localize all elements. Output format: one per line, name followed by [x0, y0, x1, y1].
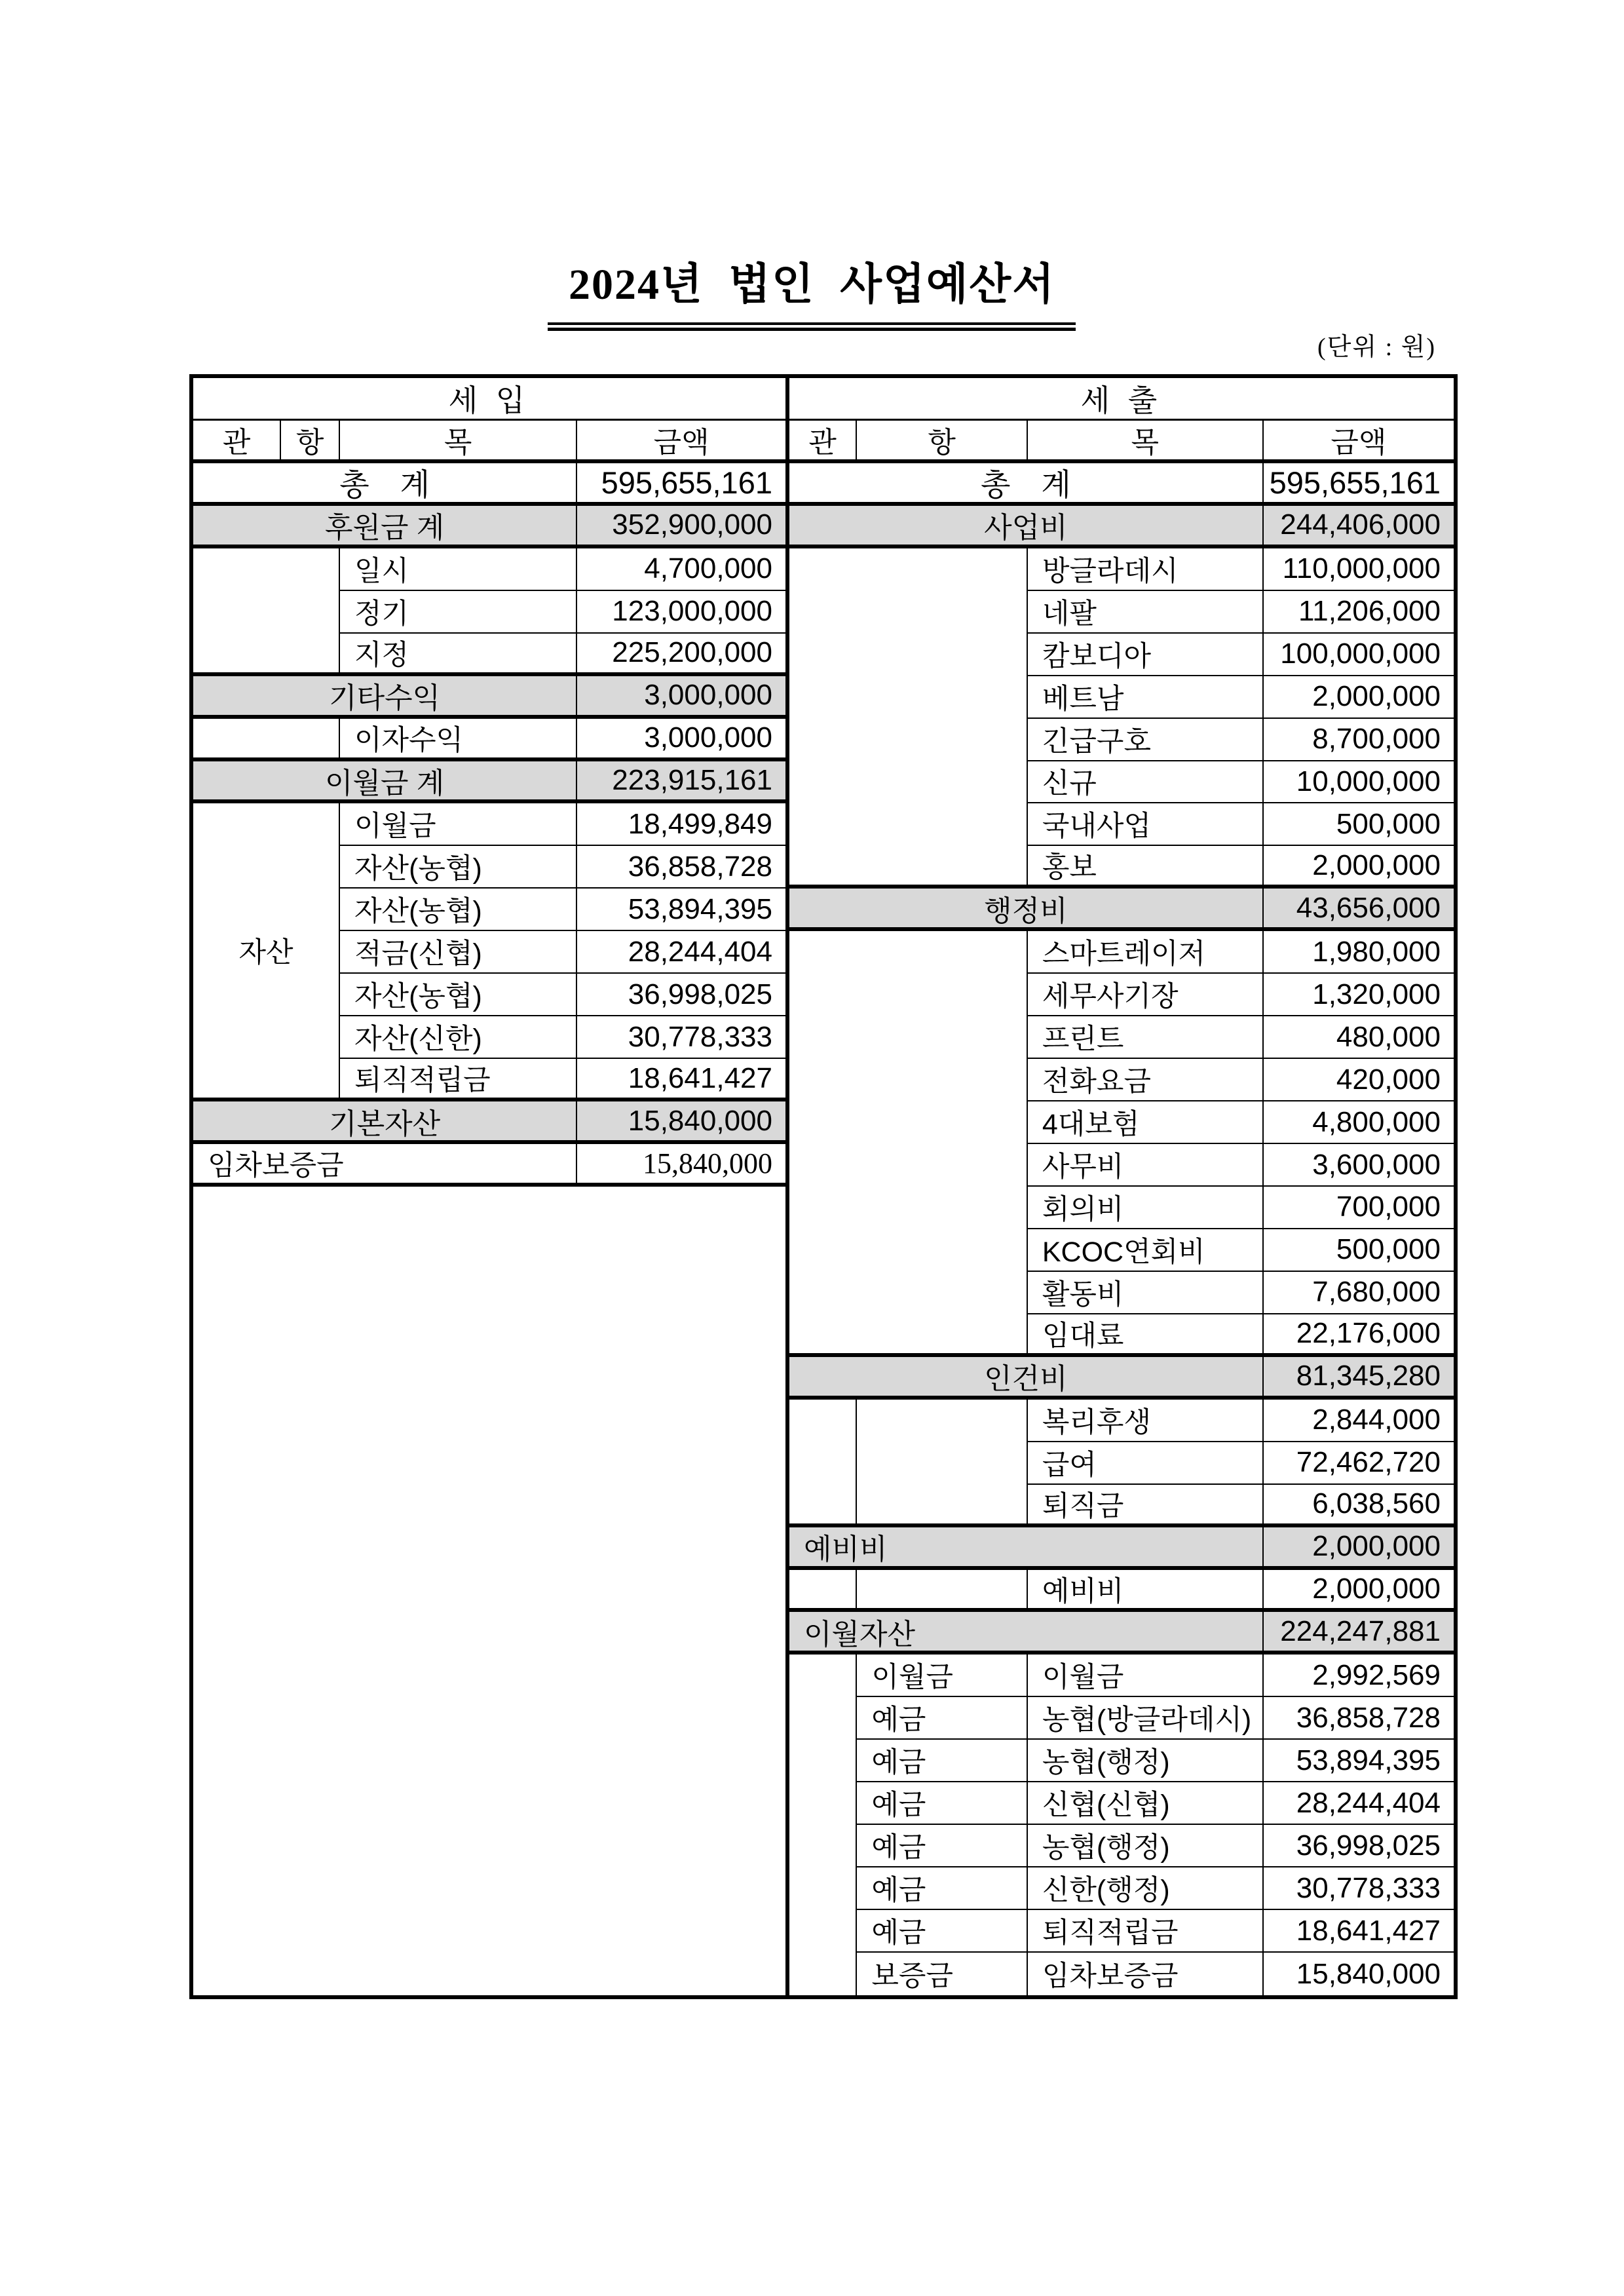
title-underline	[548, 322, 1076, 331]
item-amount: 4,800,000	[1264, 1101, 1454, 1144]
empty-cell	[857, 1400, 1027, 1527]
section-amount: 224,247,881	[1264, 1612, 1454, 1655]
section-label: 사업비	[789, 506, 1264, 548]
item-label: 세무사기장	[1028, 974, 1264, 1016]
empty-cell	[789, 1400, 857, 1527]
item-amount: 11,206,000	[1264, 591, 1454, 634]
item-amount: 1,320,000	[1264, 974, 1454, 1016]
item-amount: 15,840,000	[1296, 1957, 1441, 1990]
column-header: 항	[281, 421, 340, 463]
section-label: 예비비	[789, 1527, 1264, 1570]
item-label: 예비비	[1028, 1570, 1264, 1613]
item-label: 긴급구호	[1028, 719, 1264, 761]
item-label: 농협(방글라데시)	[1028, 1697, 1264, 1740]
item-label: 방글라데시	[1028, 548, 1264, 591]
item-amount: 28,244,404	[1264, 1782, 1454, 1825]
total-amount: 595,655,161	[1264, 463, 1454, 506]
item-label: 캄보디아	[1028, 634, 1264, 676]
item-amount: 2,000,000	[1264, 846, 1454, 889]
expense-table	[789, 378, 1454, 1995]
item-label: 퇴직적립금	[340, 1059, 577, 1101]
item-label: 베트남	[1028, 676, 1264, 719]
hang-label: 보증금	[857, 1953, 1027, 1995]
item-amount: 2,844,000	[1264, 1400, 1454, 1442]
section-label: 기타수익	[193, 676, 577, 719]
column-header: 금액	[1264, 421, 1454, 463]
income-table	[193, 378, 789, 1995]
empty-cell	[193, 548, 340, 676]
item-amount: 6,038,560	[1264, 1485, 1454, 1527]
item-amount: 3,600,000	[1264, 1144, 1454, 1187]
hang-label: 예금	[857, 1697, 1027, 1740]
item-amount: 10,000,000	[1264, 761, 1454, 804]
item-amount: 100,000,000	[1264, 634, 1454, 676]
item-amount: 420,000	[1264, 1059, 1454, 1101]
item-label: 퇴직금	[1028, 1485, 1264, 1527]
item-amount: 500,000	[1264, 803, 1454, 846]
empty-cell	[789, 931, 1028, 1356]
section-label: 인건비	[789, 1357, 1264, 1400]
empty-cell	[789, 548, 1028, 889]
item-amount: 18,641,427	[577, 1059, 785, 1101]
item-amount: 225,200,000	[577, 634, 785, 676]
item-label: 이월금	[1028, 1655, 1264, 1697]
column-header: 목	[340, 421, 577, 463]
item-label: 전화요금	[1028, 1059, 1264, 1101]
item-amount: 72,462,720	[1264, 1442, 1454, 1485]
item-label: 네팔	[1028, 591, 1264, 634]
item-amount: 7,680,000	[1264, 1272, 1454, 1314]
section-label: 이월금 계	[193, 761, 577, 804]
item-amount: 1,980,000	[1264, 931, 1454, 974]
item-label: 임대료	[1028, 1314, 1264, 1357]
column-header: 항	[857, 421, 1027, 463]
item-amount: 480,000	[1264, 1016, 1454, 1059]
section-label: 이월자산	[789, 1612, 1264, 1655]
section-amount: 223,915,161	[577, 761, 785, 804]
item-label: 농협(행정)	[1028, 1740, 1264, 1782]
total-label: 총 계	[789, 463, 1264, 506]
section-label: 행정비	[789, 889, 1264, 931]
column-header: 관	[789, 421, 857, 463]
page-title: 2024년 법인 사업예산서	[568, 261, 1056, 309]
item-label: 급여	[1028, 1442, 1264, 1485]
column-header: 목	[1028, 421, 1264, 463]
item-label: 일시	[340, 548, 577, 591]
item-amount: 500,000	[1264, 1229, 1454, 1272]
item-label: 이월금	[340, 803, 577, 846]
item-label: 이자수익	[340, 719, 577, 761]
item-label: 신규	[1028, 761, 1264, 804]
item-label: 퇴직적립금	[1028, 1910, 1264, 1953]
item-label: 회의비	[1028, 1187, 1264, 1229]
item-label: 농협(행정)	[1028, 1825, 1264, 1867]
empty-cell	[789, 1570, 857, 1613]
item-amount: 28,244,404	[577, 931, 785, 974]
item-label: 임차보증금	[1028, 1953, 1264, 1995]
item-amount: 2,992,569	[1264, 1655, 1454, 1697]
empty-cell	[857, 1570, 1027, 1613]
item-label: 복리후생	[1028, 1400, 1264, 1442]
group-label: 자산	[193, 803, 340, 1101]
section-amount: 43,656,000	[1264, 889, 1454, 931]
item-label: 적금(신협)	[340, 931, 577, 974]
item-amount: 36,858,728	[1264, 1697, 1454, 1740]
item-label: 정기	[340, 591, 577, 634]
item-amount: 22,176,000	[1264, 1314, 1454, 1357]
hang-label: 이월금	[857, 1655, 1027, 1697]
hang-label: 예금	[857, 1867, 1027, 1910]
item-amount: 36,998,025	[577, 974, 785, 1016]
item-amount: 2,000,000	[1264, 676, 1454, 719]
item-amount: 30,778,333	[1264, 1867, 1454, 1910]
item-amount: 36,858,728	[577, 846, 785, 889]
hang-label: 예금	[857, 1782, 1027, 1825]
filler-cell	[193, 1187, 785, 1995]
hang-label: 예금	[857, 1740, 1027, 1782]
section-amount: 81,345,280	[1264, 1357, 1454, 1400]
column-header: 금액	[577, 421, 785, 463]
item-label: 임차보증금	[193, 1144, 577, 1187]
empty-cell	[193, 719, 340, 761]
band-title: 세 입	[193, 378, 785, 421]
item-amount: 4,700,000	[577, 548, 785, 591]
item-amount: 2,000,000	[1264, 1570, 1454, 1613]
item-label: 4대보험	[1028, 1101, 1264, 1144]
item-label: 프린트	[1028, 1016, 1264, 1059]
item-amount: 53,894,395	[577, 889, 785, 931]
hang-label: 예금	[857, 1910, 1027, 1953]
item-label: 자산(농협)	[340, 889, 577, 931]
section-amount: 2,000,000	[1264, 1527, 1454, 1570]
item-amount: 36,998,025	[1264, 1825, 1454, 1867]
band-title: 세 출	[789, 378, 1454, 421]
item-label: 스마트레이저	[1028, 931, 1264, 974]
section-label: 기본자산	[193, 1101, 577, 1144]
item-amount: 123,000,000	[577, 591, 785, 634]
item-amount: 110,000,000	[1264, 548, 1454, 591]
item-label: 자산(농협)	[340, 846, 577, 889]
item-amount: 18,641,427	[1264, 1910, 1454, 1953]
item-label: 지정	[340, 634, 577, 676]
column-header: 관	[193, 421, 281, 463]
section-amount: 3,000,000	[577, 676, 785, 719]
item-amount: 30,778,333	[577, 1016, 785, 1059]
item-amount: 18,499,849	[577, 803, 785, 846]
item-label: 활동비	[1028, 1272, 1264, 1314]
item-amount: 53,894,395	[1264, 1740, 1454, 1782]
budget-table	[189, 374, 1458, 1999]
section-amount: 15,840,000	[577, 1101, 785, 1144]
section-amount: 244,406,000	[1264, 506, 1454, 548]
item-label: 홍보	[1028, 846, 1264, 889]
item-label: 사무비	[1028, 1144, 1264, 1187]
item-label: 자산(신한)	[340, 1016, 577, 1059]
section-label: 후원금 계	[193, 506, 577, 548]
hang-label: 예금	[857, 1825, 1027, 1867]
item-amount: 700,000	[1264, 1187, 1454, 1229]
unit-label: (단위 : 원)	[1317, 334, 1436, 361]
total-label: 총 계	[193, 463, 577, 506]
item-label: KCOC연회비	[1028, 1229, 1264, 1272]
item-amount: 8,700,000	[1264, 719, 1454, 761]
item-label: 국내사업	[1028, 803, 1264, 846]
empty-cell	[789, 1655, 857, 1995]
section-amount: 352,900,000	[577, 506, 785, 548]
item-label: 신한(행정)	[1028, 1867, 1264, 1910]
item-amount: 15,840,000	[577, 1144, 785, 1187]
item-label: 자산(농협)	[340, 974, 577, 1016]
item-label: 신협(신협)	[1028, 1782, 1264, 1825]
item-amount: 3,000,000	[577, 719, 785, 761]
total-amount: 595,655,161	[577, 463, 785, 506]
